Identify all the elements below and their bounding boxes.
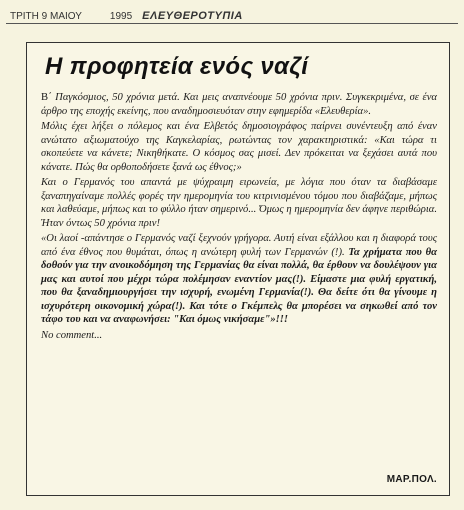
- issue-year: 1995: [109, 11, 133, 22]
- article-paragraph-1: Β΄ Παγκόσμιος, 50 χρόνια μετά. Και μεις αναπνέουμε 50 χρόνια πριν. Συγκεκριμένα, σε ένα άρθρο της εποχής εκείνης, που αναδημοσιευόταν στην εφημερίδα «Ελευθερία».: [41, 92, 437, 117]
- article-body: [41, 91, 437, 344]
- article-headline: Η προφητεία ενός ναζί: [45, 53, 309, 80]
- article-paragraph-2: Μόλις έχει λήξει ο πόλεμος και ένα Ελβετός δημοσιογράφος παίρνει συνέντευξη από έναν ανώτατο αξιωματούχο της Καγκελαρίας, ρωτώντας τον χαρακτηριστικά: «Και τώρα τι σκοπεύετε να κάνετε; Νικηθήκατε. Ο κόσμος σας μισεί. Δεν πρόκειται να ξεχάσει αυτά που κάνατε. Πώς θα ορθοποδήσετε ξανά ως έθνος;»: [41, 121, 437, 173]
- quote-part-2-bold: Τα χρήματα που θα δοθούν για την ανοικοδόμηση της Γερμανίας θα είναι πολλά, θα έρθουν να δουλέψουν για μας και αυτοί που μέχρι τώρα πολέμησαν εναντίον μας(!).: [41, 246, 437, 285]
- newspaper-masthead: [10, 2, 454, 22]
- quote-part-3-bold: Είμαστε μια φυλή εργατική, που θα ξαναδημιουργήσει την ισχυρή, ενωμένη Γερμανία(!). Θα δείτε ότι θα γίνουμε η ισχυρότερη οικονομική χώρα(!). Και τότε ο Γκέμπελς θα μπορέσει να σηκωθεί από τον τάφο του και να αναφωνήσει: "Και όμως νικήσαμε"»!!!: [41, 273, 437, 325]
- article-paragraph-5: No comment...: [41, 329, 103, 341]
- quote-part-1: «Οι λαοί -απάντησε ο Γερμανός ναζί ξεχνούν γρήγορα. Αυτή είναι εξάλλου και η διαφορά τους από ένα έθνος που θυμάται, όπως η ανώτερη φυλή των Γερμανών (!).: [41, 233, 437, 258]
- masthead-divider: [6, 23, 458, 24]
- newspaper-name: ΕΛΕΥΘΕΡΟΤΥΠΙΑ: [142, 10, 243, 22]
- article-box: [26, 42, 450, 496]
- article-paragraph-3: Και ο Γερμανός του απαντά με ψύχραιμη ειρωνεία, με λόγια που όταν τα διαβάσαμε ξαναπηγαίναμε πολλές φορές την ημερομηνία του κιτρινισμένου τόμου που διαβάζαμε, μήπως και λαθεύαμε, μήπως και το φύλλο ήταν σημερινό... Όμως η ημερομηνία δεν άφηνε περιθώρια. Ήταν όντως 50 χρόνια πριν!: [41, 177, 437, 229]
- issue-date: ΤΡΙΤΗ 9 ΜΑΙΟΥ: [10, 11, 82, 22]
- author-signature: ΜΑΡ.ΠΟΛ.: [386, 474, 437, 485]
- article-paragraph-4: [41, 232, 437, 327]
